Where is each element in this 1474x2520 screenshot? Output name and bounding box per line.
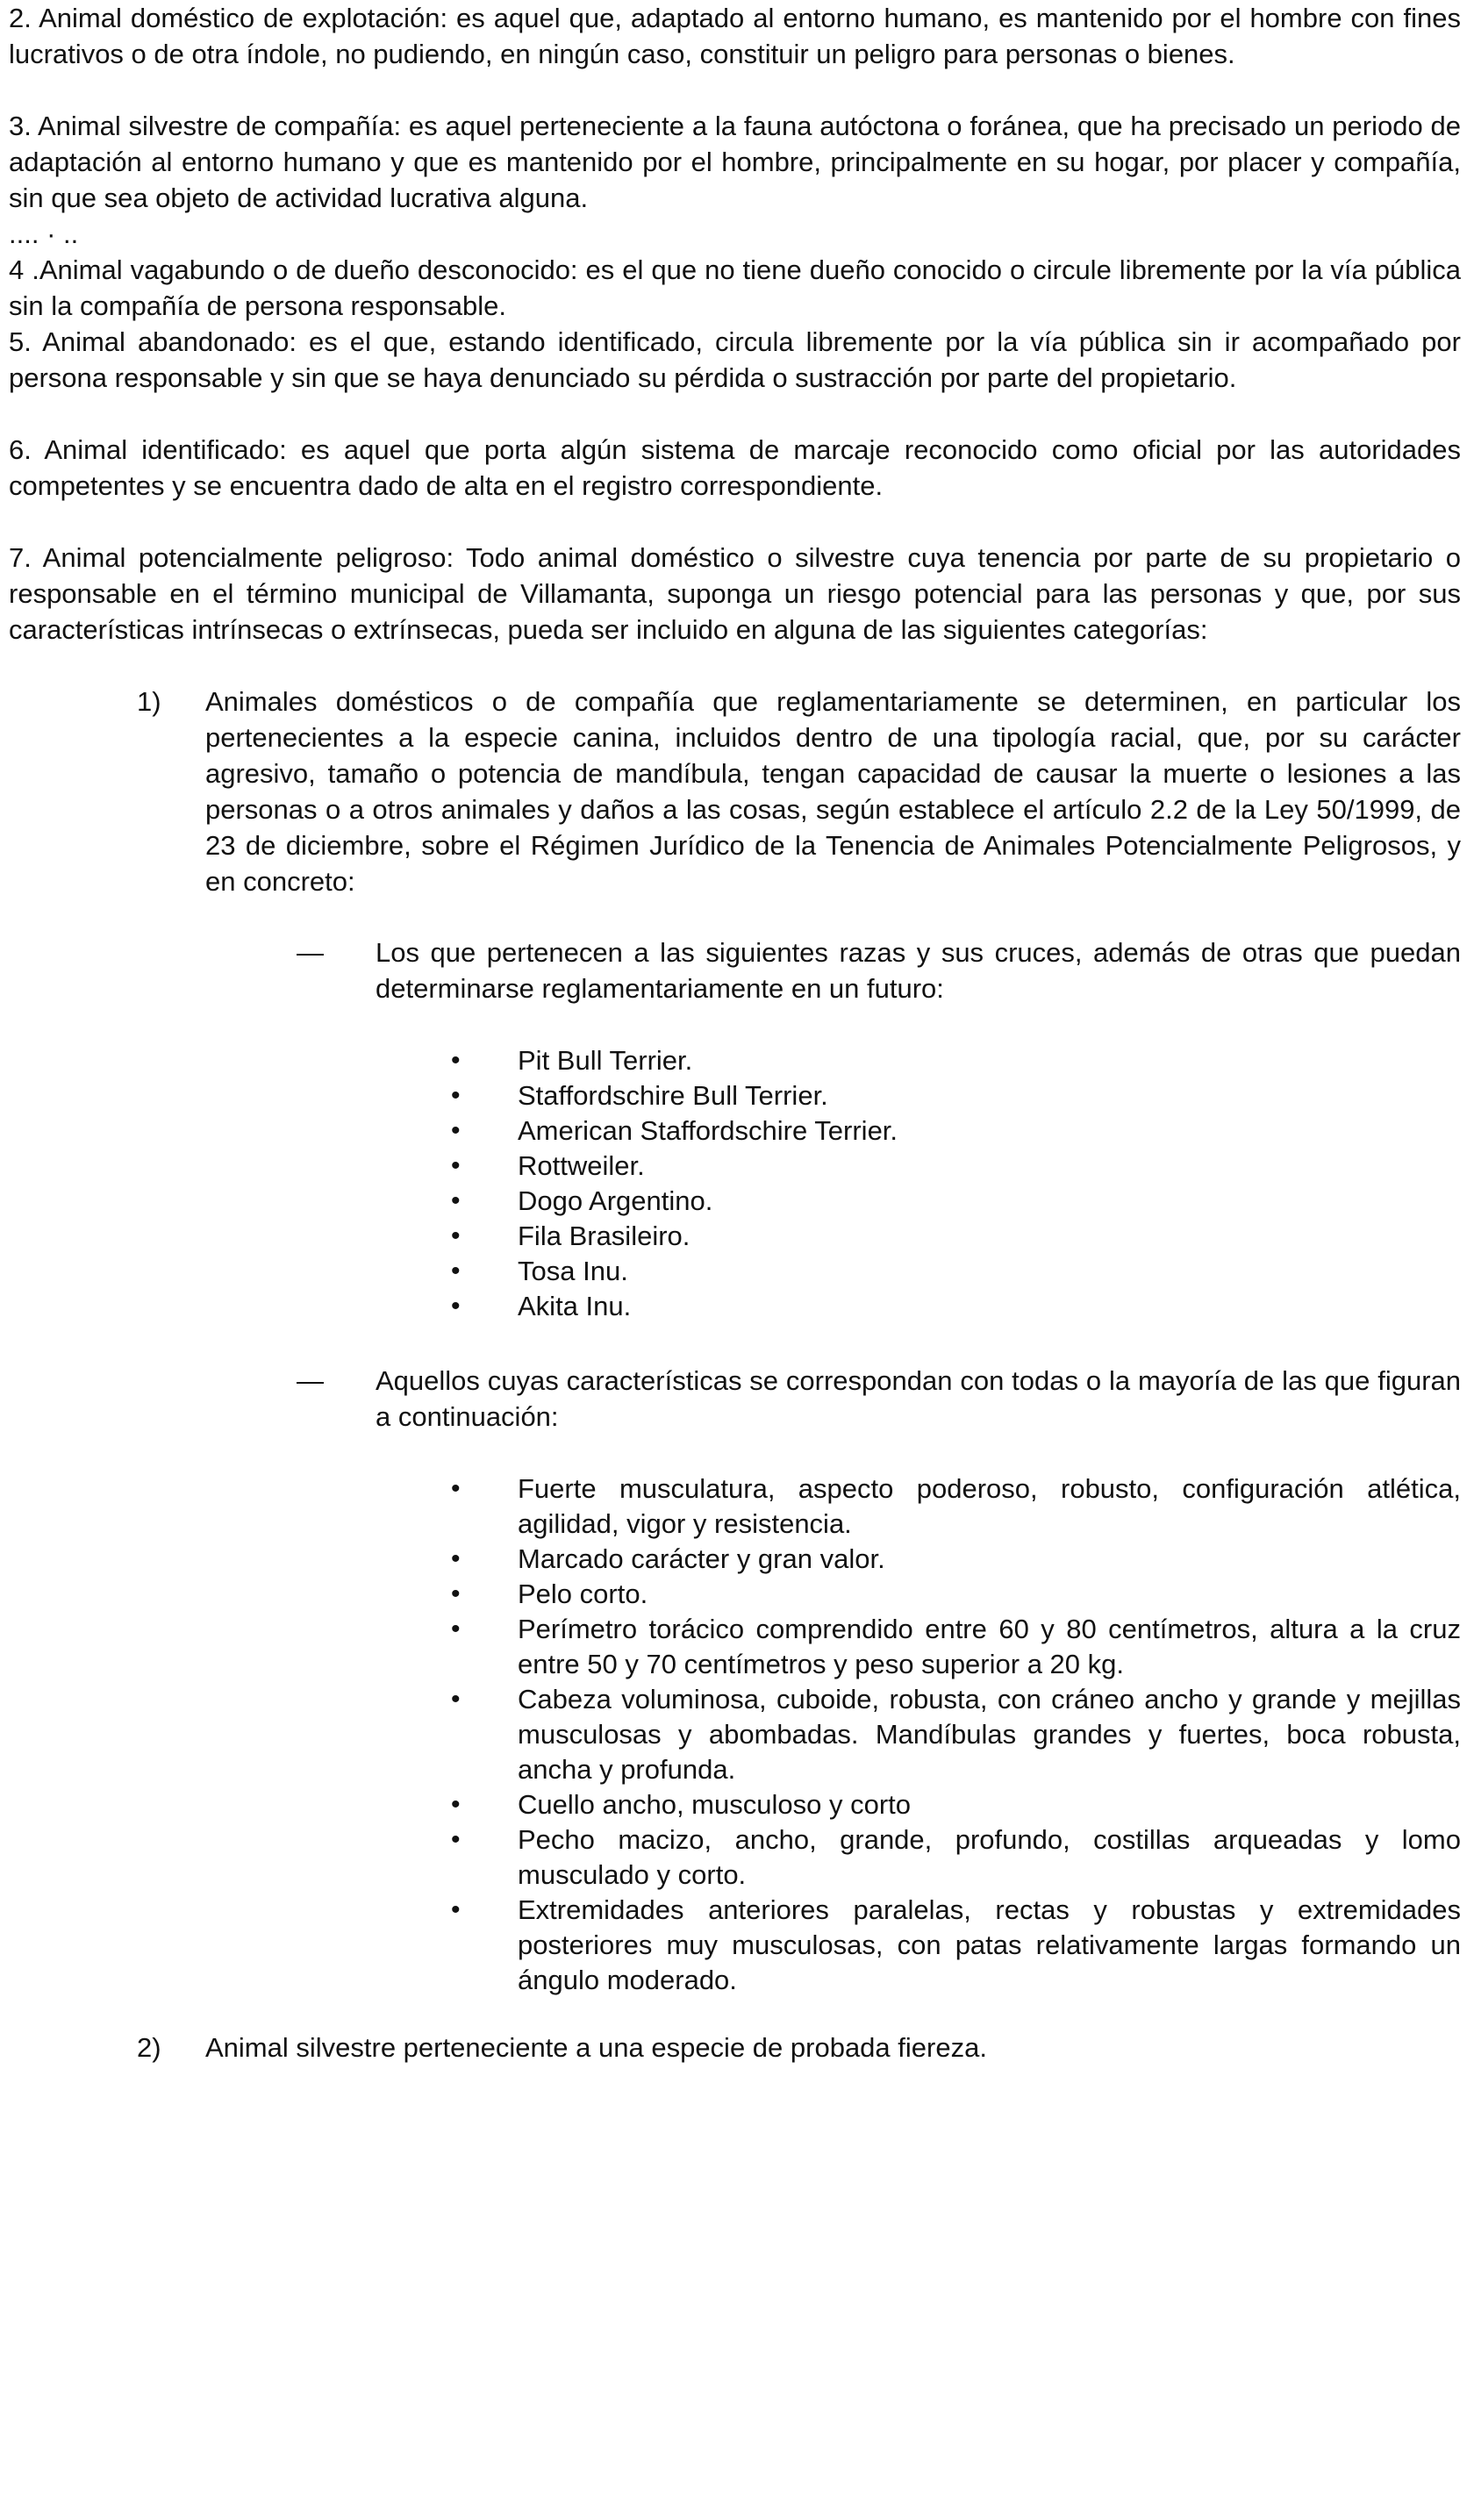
bullet-icon: • xyxy=(451,1825,461,1854)
trait-list xyxy=(9,1471,1461,1998)
list-item: • Staffordschire Bull Terrier. xyxy=(9,1078,1461,1113)
category-item-1-number: 1) xyxy=(137,686,161,717)
list-item: • Pit Bull Terrier. xyxy=(9,1043,1461,1078)
bullet-icon: • xyxy=(451,1081,461,1110)
list-item: • Dogo Argentino. xyxy=(9,1184,1461,1219)
breed-list xyxy=(9,1043,1461,1324)
ellipsis-line: .... · .. xyxy=(9,218,79,249)
paragraph-6: 6. Animal identificado: es aquel que porta algún sistema de marcaje reconocido como oficial por las autoridades competentes y se encuentra dado de alta en el registro correspondiente. xyxy=(9,434,1461,501)
bullet-icon: • xyxy=(451,1685,461,1714)
bullet-icon: • xyxy=(451,1474,461,1503)
category-item-2-text: Animal silvestre perteneciente a una especie de probada fiereza. xyxy=(205,2032,987,2063)
bullet-icon: • xyxy=(451,1895,461,1924)
list-item: • Fuerte musculatura, aspecto poderoso, robusto, configuración atlética, agilidad, vigor y resistencia. xyxy=(451,1473,1461,1539)
list-item: • American Staffordschire Terrier. xyxy=(9,1113,1461,1149)
category-item-1 xyxy=(9,684,1461,899)
paragraph-3: 3. Animal silvestre de compañía: es aquel perteneciente a la fauna autóctona o foránea, que ha precisado un periodo de adaptación al entorno humano y que es mantenido por el hombre, principalmente en su hogar, por placer y compañía, sin que sea objeto de actividad lucrativa alguna. xyxy=(9,111,1461,213)
list-item: • Cuello ancho, musculoso y corto xyxy=(9,1787,1461,1822)
bullet-icon: • xyxy=(451,1116,461,1145)
bullet-icon: • xyxy=(451,1614,461,1643)
list-item: • Akita Inu. xyxy=(9,1289,1461,1324)
list-item: • Tosa Inu. xyxy=(9,1254,1461,1289)
bullet-icon: • xyxy=(451,1151,461,1180)
paragraph-5: 5. Animal abandonado: es el que, estando identificado, circula libremente por la vía pública sin ir acompañado por persona responsable y sin que se haya denunciado su pérdida o sustracción por parte del propietario. xyxy=(9,326,1461,393)
dash-block-traits xyxy=(9,1363,1461,1435)
document-page xyxy=(9,0,1461,2065)
list-item: • Marcado carácter y gran valor. xyxy=(9,1542,1461,1577)
list-item: • Pelo corto. xyxy=(9,1577,1461,1612)
list-item: • Rottweiler. xyxy=(9,1149,1461,1184)
bullet-icon: • xyxy=(451,1544,461,1573)
category-item-1-text: Animales domésticos o de compañía que reglamentariamente se determinen, en particular los pertenecientes a la especie canina, incluidos dentro de una tipología racial, que, por su carácter agresivo, tamaño o potencia de mandíbula, tengan capacidad de causar la muerte o lesiones a las personas o a otros animales y daños a las cosas, según establece el artículo 2.2 de la Ley 50/1999, de 23 de diciembre, sobre el Régimen Jurídico de la Tenencia de Animales Potencialmente Peligrosos, y en concreto: xyxy=(205,686,1461,897)
dash-block-breeds-text: Los que pertenecen a las siguientes razas y sus cruces, además de otras que puedan determinarse reglamentariamente en un futuro: xyxy=(376,937,1461,1004)
bullet-icon: • xyxy=(451,1292,461,1321)
paragraph-4: 4 .Animal vagabundo o de dueño desconocido: es el que no tiene dueño conocido o circule libremente por la vía pública sin la compañía de persona responsable. xyxy=(9,254,1461,321)
list-item: • Pecho macizo, ancho, grande, profundo, costillas arqueadas y lomo musculado y corto. xyxy=(451,1824,1461,1890)
list-item: • Perímetro torácico comprendido entre 60 y 80 centímetros, altura a la cruz entre 50 y 70 centímetros y peso superior a 20 kg. xyxy=(451,1614,1461,1679)
list-item: • Cabeza voluminosa, cuboide, robusta, con cráneo ancho y grande y mejillas musculosas y abombadas. Mandíbulas grandes y fuertes, boca robusta, ancha y profunda. xyxy=(451,1684,1461,1785)
bullet-icon: • xyxy=(451,1046,461,1075)
list-item: • Fila Brasileiro. xyxy=(9,1219,1461,1254)
paragraph-2: 2. Animal doméstico de explotación: es aquel que, adaptado al entorno humano, es mantenido por el hombre con fines lucrativos o de otra índole, no pudiendo, en ningún caso, constituir un peligro para personas o bienes. xyxy=(9,3,1461,69)
dash-block-traits-text: Aquellos cuyas características se correspondan con todas o la mayoría de las que figuran a continuación: xyxy=(376,1365,1461,1432)
bullet-icon: • xyxy=(451,1790,461,1819)
bullet-icon: • xyxy=(451,1221,461,1250)
list-item: • Extremidades anteriores paralelas, rectas y robustas y extremidades posteriores muy musculosas, con patas relativamente largas formando un ángulo moderado. xyxy=(451,1894,1461,1995)
category-item-2-number: 2) xyxy=(137,2032,161,2063)
dash-block-breeds xyxy=(9,934,1461,1006)
category-item-2 xyxy=(9,2030,1461,2065)
bullet-icon: • xyxy=(451,1256,461,1285)
dash-block-traits-marker: — xyxy=(297,1365,324,1396)
dash-block-breeds-marker: — xyxy=(297,937,324,968)
bullet-icon: • xyxy=(451,1579,461,1608)
paragraph-7: 7. Animal potencialmente peligroso: Todo animal doméstico o silvestre cuya tenencia por parte de su propietario o responsable en el término municipal de Villamanta, suponga un riesgo potencial para las personas y que, por sus características intrínsecas o extrínsecas, pueda ser incluido en alguna de las siguientes categorías: xyxy=(9,542,1461,645)
bullet-icon: • xyxy=(451,1186,461,1215)
